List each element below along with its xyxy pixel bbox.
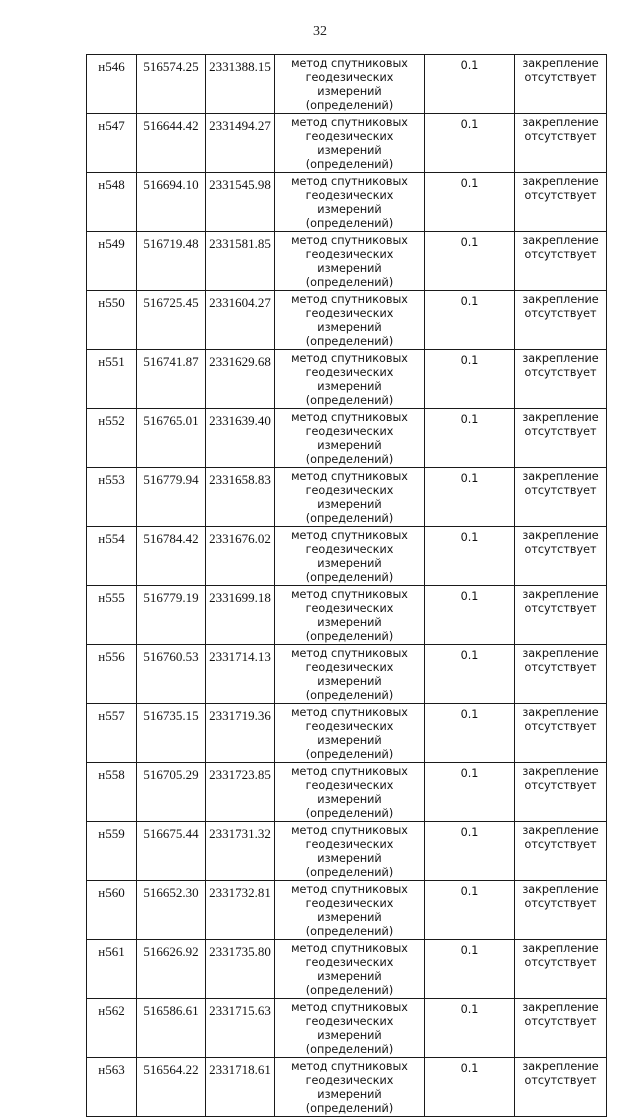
method-cell: метод спутниковых геодезических измерений (определений) (275, 527, 425, 586)
table-row (87, 704, 607, 763)
y-coordinate-cell: 2331629.68 (206, 350, 275, 409)
y-coordinate-cell: 2331581.85 (206, 232, 275, 291)
fixing-cell: закрепление отсутствует (515, 527, 607, 586)
y-coordinate-cell: 2331388.15 (206, 55, 275, 114)
y-coordinate-cell: 2331731.32 (206, 822, 275, 881)
method-cell: метод спутниковых геодезических измерений (определений) (275, 291, 425, 350)
table-row (87, 232, 607, 291)
method-cell: метод спутниковых геодезических измерений (определений) (275, 468, 425, 527)
y-coordinate-cell: 2331604.27 (206, 291, 275, 350)
point-name-cell: н553 (87, 468, 137, 527)
method-cell: метод спутниковых геодезических измерений (определений) (275, 409, 425, 468)
precision-cell: 0.1 (425, 940, 515, 999)
x-coordinate-cell: 516741.87 (137, 350, 206, 409)
method-cell: метод спутниковых геодезических измерений (определений) (275, 822, 425, 881)
x-coordinate-cell: 516735.15 (137, 704, 206, 763)
table-row (87, 350, 607, 409)
fixing-cell: закрепление отсутствует (515, 940, 607, 999)
fixing-cell: закрепление отсутствует (515, 999, 607, 1058)
table-row (87, 822, 607, 881)
precision-cell: 0.1 (425, 291, 515, 350)
method-cell: метод спутниковых геодезических измерений (определений) (275, 232, 425, 291)
y-coordinate-cell: 2331494.27 (206, 114, 275, 173)
point-name-cell: н560 (87, 881, 137, 940)
x-coordinate-cell: 516652.30 (137, 881, 206, 940)
point-name-cell: н555 (87, 586, 137, 645)
y-coordinate-cell: 2331699.18 (206, 586, 275, 645)
x-coordinate-cell: 516694.10 (137, 173, 206, 232)
point-name-cell: н550 (87, 291, 137, 350)
precision-cell: 0.1 (425, 586, 515, 645)
x-coordinate-cell: 516779.19 (137, 586, 206, 645)
precision-cell: 0.1 (425, 1058, 515, 1117)
point-name-cell: н561 (87, 940, 137, 999)
x-coordinate-cell: 516574.25 (137, 55, 206, 114)
table-row (87, 999, 607, 1058)
table-row (87, 173, 607, 232)
y-coordinate-cell: 2331658.83 (206, 468, 275, 527)
method-cell: метод спутниковых геодезических измерений (определений) (275, 881, 425, 940)
point-name-cell: н549 (87, 232, 137, 291)
point-name-cell: н563 (87, 1058, 137, 1117)
y-coordinate-cell: 2331719.36 (206, 704, 275, 763)
x-coordinate-cell: 516626.92 (137, 940, 206, 999)
y-coordinate-cell: 2331732.81 (206, 881, 275, 940)
y-coordinate-cell: 2331718.61 (206, 1058, 275, 1117)
x-coordinate-cell: 516705.29 (137, 763, 206, 822)
precision-cell: 0.1 (425, 350, 515, 409)
table-row (87, 468, 607, 527)
y-coordinate-cell: 2331723.85 (206, 763, 275, 822)
x-coordinate-cell: 516586.61 (137, 999, 206, 1058)
method-cell: метод спутниковых геодезических измерений (определений) (275, 763, 425, 822)
y-coordinate-cell: 2331714.13 (206, 645, 275, 704)
precision-cell: 0.1 (425, 114, 515, 173)
method-cell: метод спутниковых геодезических измерений (определений) (275, 350, 425, 409)
method-cell: метод спутниковых геодезических измерений (определений) (275, 645, 425, 704)
fixing-cell: закрепление отсутствует (515, 763, 607, 822)
x-coordinate-cell: 516719.48 (137, 232, 206, 291)
table-row (87, 763, 607, 822)
table-row (87, 881, 607, 940)
y-coordinate-cell: 2331676.02 (206, 527, 275, 586)
method-cell: метод спутниковых геодезических измерений (определений) (275, 704, 425, 763)
x-coordinate-cell: 516779.94 (137, 468, 206, 527)
fixing-cell: закрепление отсутствует (515, 586, 607, 645)
precision-cell: 0.1 (425, 232, 515, 291)
point-name-cell: н559 (87, 822, 137, 881)
fixing-cell: закрепление отсутствует (515, 468, 607, 527)
table-row (87, 55, 607, 114)
point-name-cell: н546 (87, 55, 137, 114)
table-row (87, 291, 607, 350)
fixing-cell: закрепление отсутствует (515, 232, 607, 291)
fixing-cell: закрепление отсутствует (515, 173, 607, 232)
table-row (87, 527, 607, 586)
x-coordinate-cell: 516725.45 (137, 291, 206, 350)
table-row (87, 409, 607, 468)
fixing-cell: закрепление отсутствует (515, 55, 607, 114)
precision-cell: 0.1 (425, 55, 515, 114)
x-coordinate-cell: 516765.01 (137, 409, 206, 468)
fixing-cell: закрепление отсутствует (515, 1058, 607, 1117)
table-row (87, 940, 607, 999)
x-coordinate-cell: 516564.22 (137, 1058, 206, 1117)
point-name-cell: н554 (87, 527, 137, 586)
x-coordinate-cell: 516784.42 (137, 527, 206, 586)
point-name-cell: н551 (87, 350, 137, 409)
precision-cell: 0.1 (425, 881, 515, 940)
fixing-cell: закрепление отсутствует (515, 822, 607, 881)
point-name-cell: н547 (87, 114, 137, 173)
precision-cell: 0.1 (425, 645, 515, 704)
point-name-cell: н562 (87, 999, 137, 1058)
precision-cell: 0.1 (425, 173, 515, 232)
table-row (87, 114, 607, 173)
precision-cell: 0.1 (425, 763, 515, 822)
fixing-cell: закрепление отсутствует (515, 114, 607, 173)
method-cell: метод спутниковых геодезических измерений (определений) (275, 114, 425, 173)
method-cell: метод спутниковых геодезических измерений (определений) (275, 1058, 425, 1117)
x-coordinate-cell: 516644.42 (137, 114, 206, 173)
method-cell: метод спутниковых геодезических измерений (определений) (275, 586, 425, 645)
table-row (87, 645, 607, 704)
x-coordinate-cell: 516675.44 (137, 822, 206, 881)
point-name-cell: н548 (87, 173, 137, 232)
page-number: 32 (313, 24, 327, 39)
fixing-cell: закрепление отсутствует (515, 291, 607, 350)
fixing-cell: закрепление отсутствует (515, 645, 607, 704)
method-cell: метод спутниковых геодезических измерений (определений) (275, 173, 425, 232)
y-coordinate-cell: 2331735.80 (206, 940, 275, 999)
coordinates-table (86, 54, 607, 1117)
x-coordinate-cell: 516760.53 (137, 645, 206, 704)
method-cell: метод спутниковых геодезических измерений (определений) (275, 55, 425, 114)
y-coordinate-cell: 2331639.40 (206, 409, 275, 468)
fixing-cell: закрепление отсутствует (515, 409, 607, 468)
point-name-cell: н558 (87, 763, 137, 822)
fixing-cell: закрепление отсутствует (515, 704, 607, 763)
fixing-cell: закрепление отсутствует (515, 350, 607, 409)
precision-cell: 0.1 (425, 527, 515, 586)
table-body (87, 55, 607, 1117)
point-name-cell: н556 (87, 645, 137, 704)
fixing-cell: закрепление отсутствует (515, 881, 607, 940)
table-row (87, 586, 607, 645)
precision-cell: 0.1 (425, 409, 515, 468)
table-row (87, 1058, 607, 1117)
method-cell: метод спутниковых геодезических измерений (определений) (275, 999, 425, 1058)
precision-cell: 0.1 (425, 704, 515, 763)
precision-cell: 0.1 (425, 999, 515, 1058)
point-name-cell: н557 (87, 704, 137, 763)
precision-cell: 0.1 (425, 468, 515, 527)
y-coordinate-cell: 2331715.63 (206, 999, 275, 1058)
method-cell: метод спутниковых геодезических измерений (определений) (275, 940, 425, 999)
point-name-cell: н552 (87, 409, 137, 468)
precision-cell: 0.1 (425, 822, 515, 881)
y-coordinate-cell: 2331545.98 (206, 173, 275, 232)
